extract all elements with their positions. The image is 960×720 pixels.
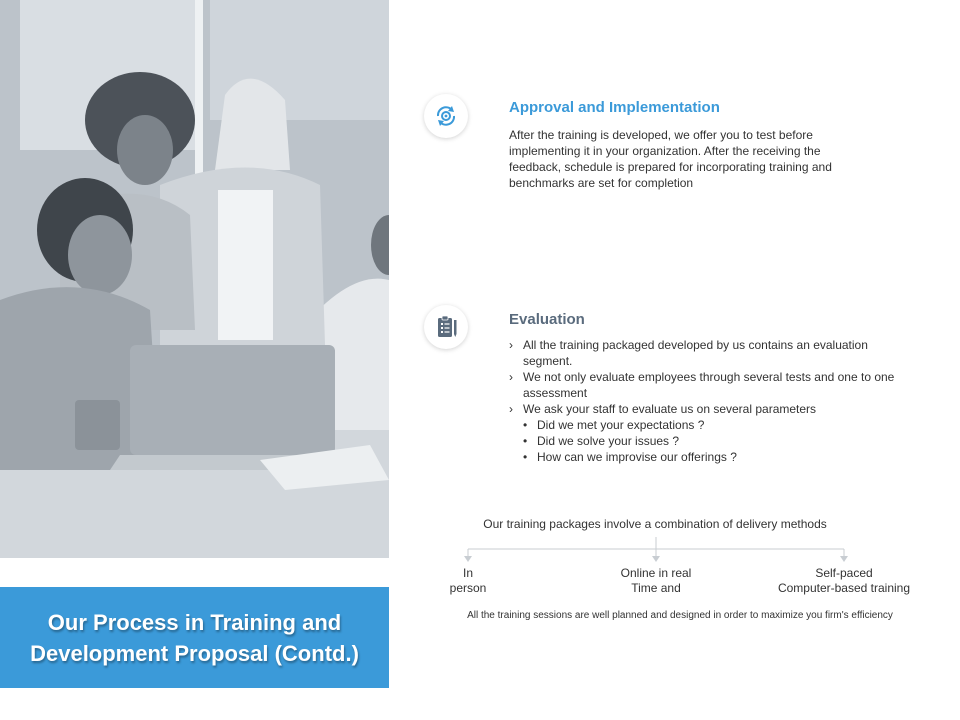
- delivery-method-line: Time and: [631, 581, 681, 595]
- delivery-method-line: Online in real: [620, 566, 692, 580]
- chevron-right-icon: ›: [509, 402, 513, 416]
- slide-title: Our Process in Training and Development Proposal (Contd.): [30, 609, 359, 666]
- delivery-method-line: Self-paced: [815, 566, 873, 580]
- bullet-dot-icon: •: [523, 450, 528, 464]
- approval-line: After the training is developed, we offer you to test before: [509, 128, 813, 142]
- sub-list-item-text: Did we solve your issues ?: [537, 434, 680, 448]
- list-item-text: We ask your staff to evaluate us on several parameters: [523, 402, 817, 416]
- team-photo: [0, 0, 389, 558]
- delivery-method-line: Computer-based training: [777, 581, 911, 595]
- delivery-connector: [440, 535, 880, 565]
- sub-list-item-text: How can we improvise our offerings ?: [537, 450, 737, 464]
- delivery-method-line: person: [449, 581, 487, 595]
- gear-refresh-icon: [424, 94, 468, 138]
- delivery-method-self-paced: [764, 566, 924, 596]
- sub-list: [523, 417, 909, 465]
- delivery-method-line: In: [462, 566, 473, 580]
- bullet-dot-icon: •: [523, 418, 528, 432]
- bullet-dot-icon: •: [523, 434, 528, 448]
- list-item: [509, 369, 909, 401]
- delivery-intro: Our training packages involve a combination of delivery methods: [483, 517, 827, 531]
- title-banner: [0, 587, 389, 688]
- sub-list-item: [523, 449, 909, 465]
- approval-paragraph: [509, 127, 832, 191]
- team-photo-illustration: [0, 0, 389, 558]
- arrow-down-icon: [464, 556, 472, 562]
- sub-list-item: [523, 433, 909, 449]
- approval-line: feedback, schedule is prepared for incorporating training and: [509, 160, 832, 174]
- gear-refresh-icon-glyph: [432, 102, 460, 130]
- clipboard-checklist-icon-glyph: [432, 313, 460, 341]
- list-item-text: We not only evaluate employees through several tests and one to one assessment: [523, 370, 895, 400]
- list-item: [509, 401, 909, 465]
- evaluation-heading: Evaluation: [509, 311, 585, 328]
- list-item: [509, 337, 909, 369]
- approval-heading: Approval and Implementation: [509, 99, 720, 116]
- footer-note: All the training sessions are well planned and designed in order to maximize you firm's efficiency: [467, 610, 893, 621]
- arrow-down-icon: [652, 556, 660, 562]
- approval-line: benchmarks are set for completion: [509, 176, 694, 190]
- sub-list-item: [523, 417, 909, 433]
- sub-list-item-text: Did we met your expectations ?: [537, 418, 705, 432]
- chevron-right-icon: ›: [509, 370, 513, 384]
- clipboard-checklist-icon: [424, 305, 468, 349]
- list-item-text: All the training packaged developed by us contains an evaluation segment.: [523, 338, 868, 368]
- delivery-method-online: [596, 566, 716, 596]
- approval-line: implementing it in your organization. After the receiving the: [509, 144, 821, 158]
- chevron-right-icon: ›: [509, 338, 513, 352]
- evaluation-list: [509, 337, 909, 465]
- delivery-method-in-person: [418, 566, 518, 596]
- arrow-down-icon: [840, 556, 848, 562]
